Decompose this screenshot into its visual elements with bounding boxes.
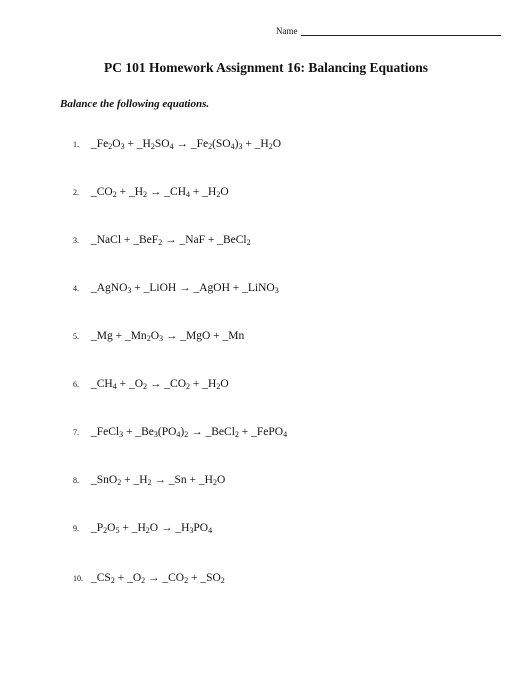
instructions: Balance the following equations. bbox=[60, 98, 210, 110]
equation-text: _Mg + $\_Mn_2O_3$ → _MgO + _Mn bbox=[91, 330, 245, 343]
equation-number: 3. bbox=[73, 236, 79, 245]
name-field bbox=[276, 26, 501, 36]
equation-text: $\_CO_2$ + $\_H_2$ → $\_CH_4$ + $\_H_2O$ bbox=[91, 186, 229, 199]
equation-3 bbox=[73, 234, 251, 247]
equation-1 bbox=[73, 138, 281, 151]
name-label: Name bbox=[276, 26, 298, 36]
equation-number: 5. bbox=[73, 332, 79, 341]
equation-10 bbox=[73, 572, 225, 585]
equation-number: 1. bbox=[73, 140, 79, 149]
equation-text: $\_Fe_2O_3$ + $\_H_2SO_4$ → $\_Fe_2(SO_4)_3$ + $\_H_2O$ bbox=[91, 138, 282, 151]
equation-number: 7. bbox=[73, 428, 79, 437]
equation-9 bbox=[73, 522, 212, 535]
equation-number: 2. bbox=[73, 188, 79, 197]
equation-number: 6. bbox=[73, 380, 79, 389]
equation-text: $\_P_2O_5$ + $\_H_2O$ → $\_H_3PO_4$ bbox=[91, 522, 213, 535]
equation-2 bbox=[73, 186, 229, 199]
equation-text: _NaCl + _BeF$_2$ → _NaF + _BeCl$_2$ bbox=[91, 234, 251, 247]
equation-text: _FeCl$_3$ + $\_Be_3(PO_4)_2$ → _BeCl$_2$ + _FePO$_4$ bbox=[91, 426, 288, 439]
equation-4 bbox=[73, 282, 279, 295]
page-title: PC 101 Homework Assignment 16: Balancing Equations bbox=[103, 60, 429, 75]
equation-text: _AgNO$_3$ + _LiOH → _AgOH + _LiNO$_3$ bbox=[91, 282, 279, 295]
equation-text: _SnO$_2$ + $\_H_2$ → _Sn + $\_H_2O$ bbox=[91, 474, 226, 487]
equation-text: $\_CS_2$ + $\_O_2$ → $\_CO_2$ + $\_SO_2$ bbox=[91, 572, 225, 585]
equation-6 bbox=[73, 378, 229, 391]
equation-7 bbox=[73, 426, 287, 439]
equation-number: 9. bbox=[73, 524, 79, 533]
equation-number: 4. bbox=[73, 284, 79, 293]
equation-8 bbox=[73, 474, 225, 487]
equation-number: 8. bbox=[73, 476, 79, 485]
equation-number: 10. bbox=[73, 574, 83, 583]
name-blank-line[interactable] bbox=[301, 27, 501, 36]
equation-text: $\_CH_4$ + $\_O_2$ → $\_CO_2$ + $\_H_2O$ bbox=[91, 378, 229, 391]
equation-5 bbox=[73, 330, 244, 343]
